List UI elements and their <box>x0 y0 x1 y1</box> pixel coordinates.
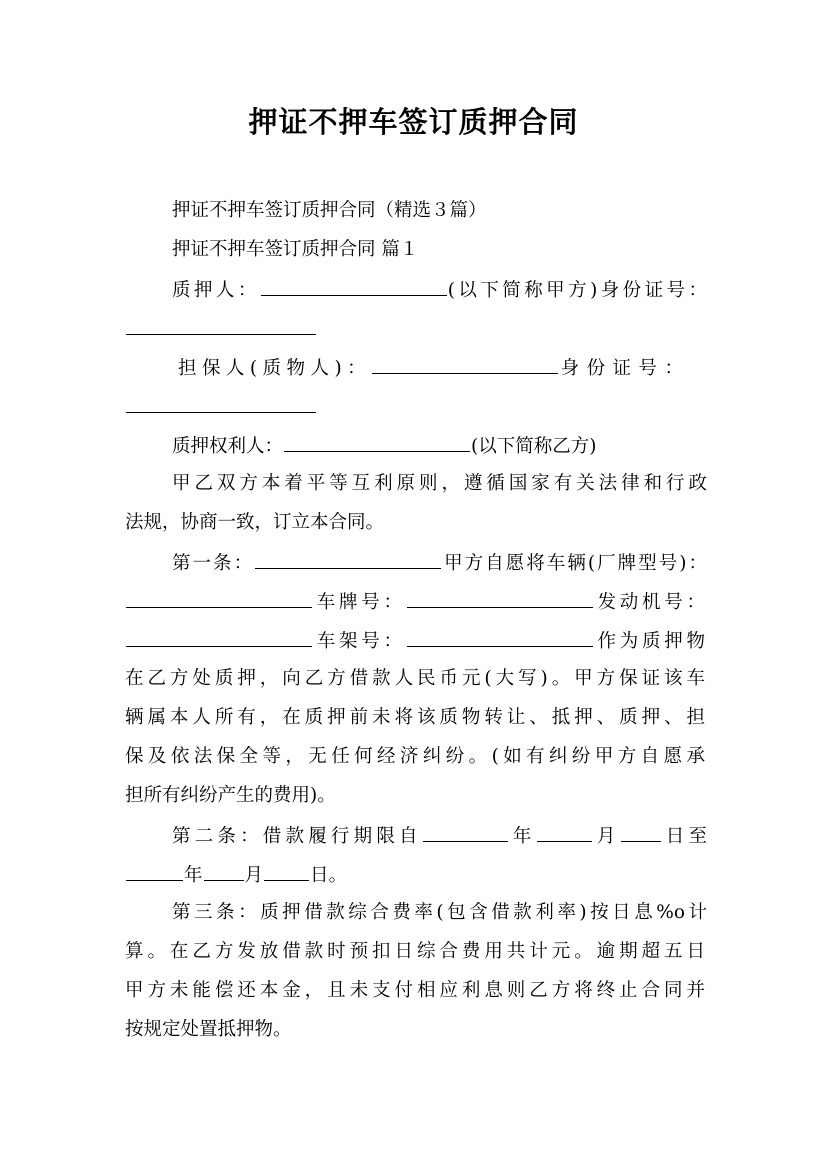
guarantor-name-blank <box>372 353 558 374</box>
article1-line-2 <box>125 587 705 617</box>
pledgor-label: 质押人： <box>172 280 260 301</box>
pledgee-line <box>172 431 707 461</box>
article2-year-2: 年 <box>184 865 203 886</box>
article2-month-2: 月 <box>244 865 264 886</box>
pledgee-after-text: (以下简称乙方) <box>471 436 597 457</box>
article2-day-to: 日至 <box>661 826 707 847</box>
plate-label: 车牌号： <box>313 592 406 613</box>
engine-blank <box>126 626 312 647</box>
article1-blank-1 <box>255 548 441 569</box>
article2-day: 日。 <box>310 865 348 886</box>
pledgor-line <box>172 275 707 305</box>
intro-line-2: 法规，协商一致，订立本合同。 <box>125 512 385 533</box>
article1-line-5: 辆属本人所有，在质押前未将该质物转让、抵押、质押、担 <box>125 707 705 728</box>
end-month-blank <box>204 860 244 881</box>
article1-line-4: 在乙方处质押，向乙方借款人民币元(大写)。甲方保证该车 <box>125 668 705 689</box>
article1-text-b: 作为质押物 <box>593 631 705 652</box>
pledgor-id-blank <box>126 314 316 335</box>
model-blank <box>126 587 312 608</box>
plate-blank <box>407 587 593 608</box>
article1-line-7: 担所有纠纷产生的费用)。 <box>125 785 336 806</box>
article2-year-1: 年 <box>508 826 536 847</box>
article1-line-1 <box>172 548 707 578</box>
article3-line-3: 甲方未能偿还本金，且未支付相应利息则乙方将终止合同并 <box>125 980 705 1001</box>
article1-text-a: 甲方自愿将车辆(厂牌型号)： <box>442 553 707 574</box>
guarantor-line <box>178 353 689 383</box>
guarantor-id-line <box>125 392 705 422</box>
pledgee-label: 质押权利人： <box>172 436 284 457</box>
pledgor-name-blank <box>261 275 447 296</box>
article3-line-1: 第三条：质押借款综合费率(包含借款利率)按日息%o计 <box>172 902 707 923</box>
pledgor-after-text: (以下简称甲方)身份证号： <box>447 280 707 301</box>
subtitle-line: 押证不押车签订质押合同（精选３篇） <box>172 200 487 221</box>
pledgor-id-line <box>125 314 705 344</box>
start-year-blank <box>423 821 508 842</box>
guarantor-id-blank <box>126 392 316 413</box>
section-heading: 押证不押车签订质押合同 篇１ <box>172 239 419 260</box>
article2-month-1: 月 <box>592 826 620 847</box>
guarantor-label: 担保人(质物人)： <box>178 358 372 379</box>
article1-line-3 <box>125 626 705 656</box>
engine-label: 发动机号： <box>593 592 705 613</box>
article1-line-6: 保及依法保全等，无任何经济纠纷。(如有纠纷甲方自愿承 <box>125 746 705 767</box>
article2-line-1 <box>172 821 707 851</box>
intro-line-1: 甲乙双方本着平等互利原则，遵循国家有关法律和行政 <box>172 473 707 494</box>
article2-label: 第二条：借款履行期限自 <box>172 826 422 847</box>
article3-line-2: 算。在乙方发放借款时预扣日综合费用共计元。逾期超五日 <box>125 941 705 962</box>
pledgee-name-blank <box>284 431 470 452</box>
article2-line-2 <box>125 860 705 890</box>
start-day-blank <box>621 821 661 842</box>
frame-label: 车架号： <box>313 631 406 652</box>
document-title: 押证不押车签订质押合同 <box>248 105 579 139</box>
guarantor-after-text: 身份证号： <box>559 358 689 379</box>
frame-blank <box>407 626 593 647</box>
end-day-blank <box>264 860 309 881</box>
end-year-blank <box>126 860 183 881</box>
article3-line-4: 按规定处置抵押物。 <box>125 1019 292 1040</box>
start-month-blank <box>537 821 592 842</box>
article1-label: 第一条： <box>172 553 255 574</box>
